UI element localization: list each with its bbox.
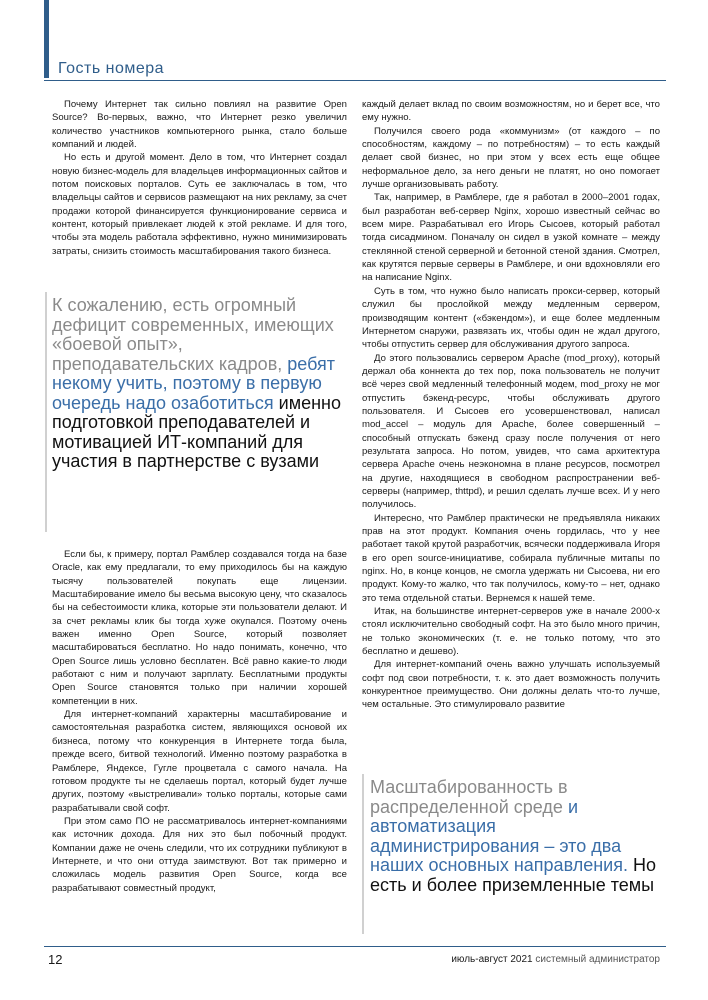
paragraph: Итак, на большинстве интернет-серверов уже в начале 2000-х стоял исключительно свободный софт. На это было много причин, не только экономических (т. е. не только потому, что это бесплатно и дешево). [362,606,660,658]
pull-quote-black-text: Но есть и более приземленные темы [370,855,657,895]
paragraph: Почему Интернет так сильно повлиял на развитие Open Source? Во-первых, важно, что Интернет резко увеличил количество участников компьютерного рынка, стало больше компаний и людей. [52,99,347,151]
paragraph: Так, например, в Рамблере, где я работал в 2000–2001 годах, был разработан веб-сервер Nginx, хорошо известный сейчас во всем мире. Разрабатывал его Игорь Сысоев, который работал тогда сисадмином. Поначалу он сидел в узкой комнате – между стеклянной стеной серверной и бетонной стеной здания. Смотрел, как крутятся первые серверы в Рамблере, и они вдохновляли его на написание Nginx. [362,192,660,284]
pull-quote-blue-text: ребят некому учить, поэтому в первую очередь надо озаботиться [52,353,336,413]
header-divider [44,80,666,81]
section-title: Гость номера [58,60,165,77]
left-column-top [52,98,347,258]
pull-quote-divider [45,292,47,532]
paragraph: Получился своего рода «коммунизм» (от каждого – по способностям, каждому – по потребностям) – то есть каждый делает свой бизнес, но при этом у всех есть еще общее неформальное дело, за него деньги не платят, но оно помогает лучше организовывать работу. [362,125,660,191]
left-column-bottom [52,548,347,895]
pull-quote-blue-text: и автоматизация администрирования – это два наших основных направления. [370,796,628,875]
pull-quote-1 [52,296,342,472]
pull-quote-black-text: именно подготовкой преподавателей и мотивацией ИТ-компаний для участия в партнерстве с вузами [52,392,342,471]
footer-divider [44,946,666,947]
pull-quote-divider [362,774,364,934]
paragraph: Если бы, к примеру, портал Рамблер создавался тогда на базе Oracle, как ему предлагали, то ему приходилось бы на каждую тысячу пользователей покупать еще лицензии. Масштабирование имело бы весьма высокую цену, что сказалось бы на себестоимости клика, которые эти пользователи делают. И за счет рекламы клик бы тогда хуже окупался. Поэтому очень важен именно Open Source, который позволяет масштабироваться бесплатно. Но надо понимать, конечно, что Open Source лишь условно бесплатен. Всё равно какие-то люди работают с ним и получают зарплату. Бесплатными продукты Open Source становятся только при наличии хорошей компетенции в них. [52,549,347,707]
paragraph: Для интернет-компаний очень важно улучшать используемый софт под свои потребности, т. к. это дает возможность получить конкурентное преимущество. Они должны делать что-то лучше, чем остальные. Это стимулировало развитие [362,659,660,711]
footer-info [451,954,660,965]
issue-date: июль-август 2021 [451,954,533,965]
section-marker-bar [44,0,49,78]
paragraph: До этого пользовались сервером Apache (mod_proxy), который держал оба коннекта до тех пор, пока пользователь не получит всё через свой медленный телефонный модем, mod_proxy не мог отпустить бэкенд-ресурс, чтобы обслуживать другого пользователя. И Сысоев его усовершенствовал, написал mod_accel – модуль для Apache, более совершенный – способный отпускать бэкенд сразу после получения от него результата запроса. Но потом, увидев, что сама архитектура сервера Apache очень неэкономна в плане ресурсов, посмотрел на другие, находящиеся в свободном распространении веб-серверы (например, thttpd), и решил сделать лучше всех. И у него получилось. [362,352,660,511]
right-column [362,98,660,712]
magazine-name: системный администратор [535,954,660,965]
paragraph: При этом само ПО не рассматривалось интернет-компаниями как источник дохода. Для них это был побочный продукт. Компании даже не очень следили, что их сотрудники публикуют в Интернете, и что они оттуда заимствуют. Вот так примерно и сложилась модель развития Open Source, когда все разрабатывают совместный продукт, [52,815,347,894]
paragraph: Интересно, что Рамблер практически не предъявляла никаких прав на этот продукт. Компания очень гордилась, что у нее работает такой крутой разработчик, всячески поддерживала Игоря в его open source-инициативе, собирала публичные митапы по nginx. Но, в конце концов, не смогла удержать ни Сысоева, ни его продукт. Кому-то жалко, что так получилось, кому-то – нет, однако это тема отдельной статьи. Вернемся к нашей теме. [362,512,660,604]
pull-quote-gray-text: К сожалению, есть огромный дефицит современных, имеющих «боевой опыт», преподавательских кадров, [52,295,334,374]
paragraph: каждый делает вклад по своим возможностям, но и берет все, что ему нужно. [362,99,660,124]
paragraph: Но есть и другой момент. Дело в том, что Интернет создал новую бизнес-модель для владельцев информационных сайтов и потом поисковых порталов. Суть ее заключалась в том, что владельцы сайтов и сервисов размещают на них рекламу, за счет продажи которой финансируется функционирование сервиса и контент, который привлекает людей к этой рекламе. И для того, чтобы эта модель работала эффективно, нужно минимизировать затраты, снизить стоимость масштабирования такого бизнеса. [52,152,347,257]
pull-quote-gray-text: Масштабированность в распределенной среде [370,777,568,817]
pull-quote-2 [370,778,660,895]
page-number: 12 [48,952,63,967]
paragraph: Для интернет-компаний характерны масштабирование и самостоятельная разработка систем, являющихся основой их бизнеса, потому что конкуренция в Интернете тогда была, прежде всего, битвой технологий. Именно поэтому разработка в Рамблере, Яндексе, Гугле процветала с самого начала. На готовом продукте ты не сделаешь портал, который будет лучше других, поэтому «выстреливали» только порталы, которые сами разрабатывали свой софт. [52,709,347,814]
paragraph: Суть в том, что нужно было написать прокси-сервер, который служил бы прослойкой между медленным сервером, производящим контент («бэкендом»), и еще более медленным Интернетом снаружи, развязать их, чтобы один не ждал другого, чтобы отпустить сервер для обслуживания другого запроса. [362,285,660,351]
